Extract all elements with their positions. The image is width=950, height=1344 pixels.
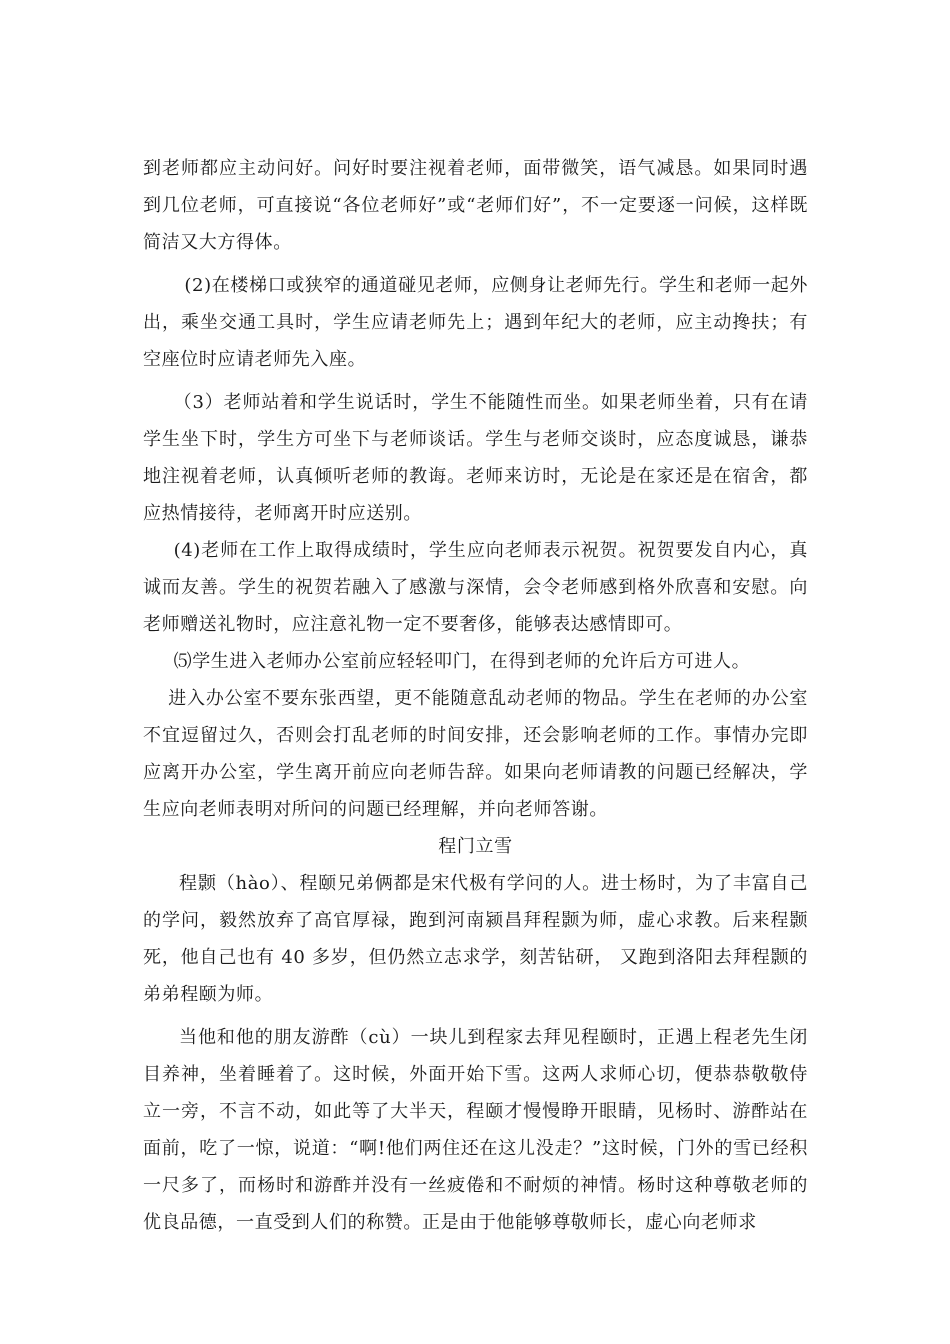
paragraph-item-3: （3）老师站着和学生说话时，学生不能随性而坐。如果老师坐着，只有在请学生坐下时，学生方可坐下与老师谈话。学生与老师交谈时，应态度诚恳，谦恭地注视着老师，认真倾听老师的教诲。老师来访时，无论是在家还是在宿舍，都应热情接待，老师离开时应送别。 — [143, 392, 808, 524]
paragraph-item-5: ⑸学生进入老师办公室前应轻轻叩门，在得到老师的允许后方可进人。 — [173, 651, 751, 672]
paragraph-item-2: (2)在楼梯口或狭窄的通道碰见老师，应侧身让老师先行。学生和老师一起外出，乘坐交通工具时，学生应请老师先上；遇到年纪大的老师，应主动搀扶；有空座位时应请老师先入座。 — [143, 275, 808, 370]
paragraph-office-etiquette: 进入办公室不要东张西望，更不能随意乱动老师的物品。学生在老师的办公室不宜逗留过久，否则会打乱老师的时间安排，还会影响老师的工作。事情办完即应离开办公室，学生离开前应向老师告辞。如果向老师请教的问题已经解决，学生应向老师表明对所问的问题已经理解，并向老师答谢。 — [143, 688, 808, 820]
paragraph-item-4: (4)老师在工作上取得成绩时，学生应向老师表示祝贺。祝贺要发自内心，真诚而友善。学生的祝贺若融入了感激与深情，会令老师感到格外欣喜和安慰。向老师赠送礼物时，应注意礼物一定不要奢侈，能够表达感情即可。 — [143, 540, 808, 635]
section-heading: 程门立雪 — [438, 836, 513, 857]
story-paragraph-2: 当他和他的朋友游酢（cù）一块儿到程家去拜见程颐时，正遇上程老先生闭目养神，坐着睡着了。这时候，外面开始下雪。这两人求师心切，便恭恭敬敬侍立一旁，不言不动，如此等了大半天，程颐才慢慢睁开眼睛，见杨时、游酢站在面前，吃了一惊，说道：“啊!他们两住还在这儿没走？”这时候，门外的雪已经积一尺多了，而杨时和游酢并没有一丝疲倦和不耐烦的神情。杨时这种尊敬老师的优良品德，一直受到人们的称赞。正是由于他能够尊敬师长，虚心向老师求 — [143, 1027, 808, 1233]
paragraph-greeting-continued: 到老师都应主动问好。问好时要注视着老师，面带微笑，语气减恳。如果同时遇到几位老师，可直接说“各位老师好”或“老师们好”，不一定要逐一问候，这样既简洁又大方得体。 — [143, 158, 808, 253]
story-paragraph-1: 程颢（hào）、程颐兄弟俩都是宋代极有学问的人。进士杨时，为了丰富自己的学问，毅然放弃了高官厚禄，跑到河南颍昌拜程颢为师，虚心求教。后来程颢死，他自己也有 40 多岁，但仍然立志求学，刻苦钻研， 又跑到洛阳去拜程颢的弟弟程颐为师。 — [143, 873, 808, 1005]
document-body — [143, 150, 808, 1241]
